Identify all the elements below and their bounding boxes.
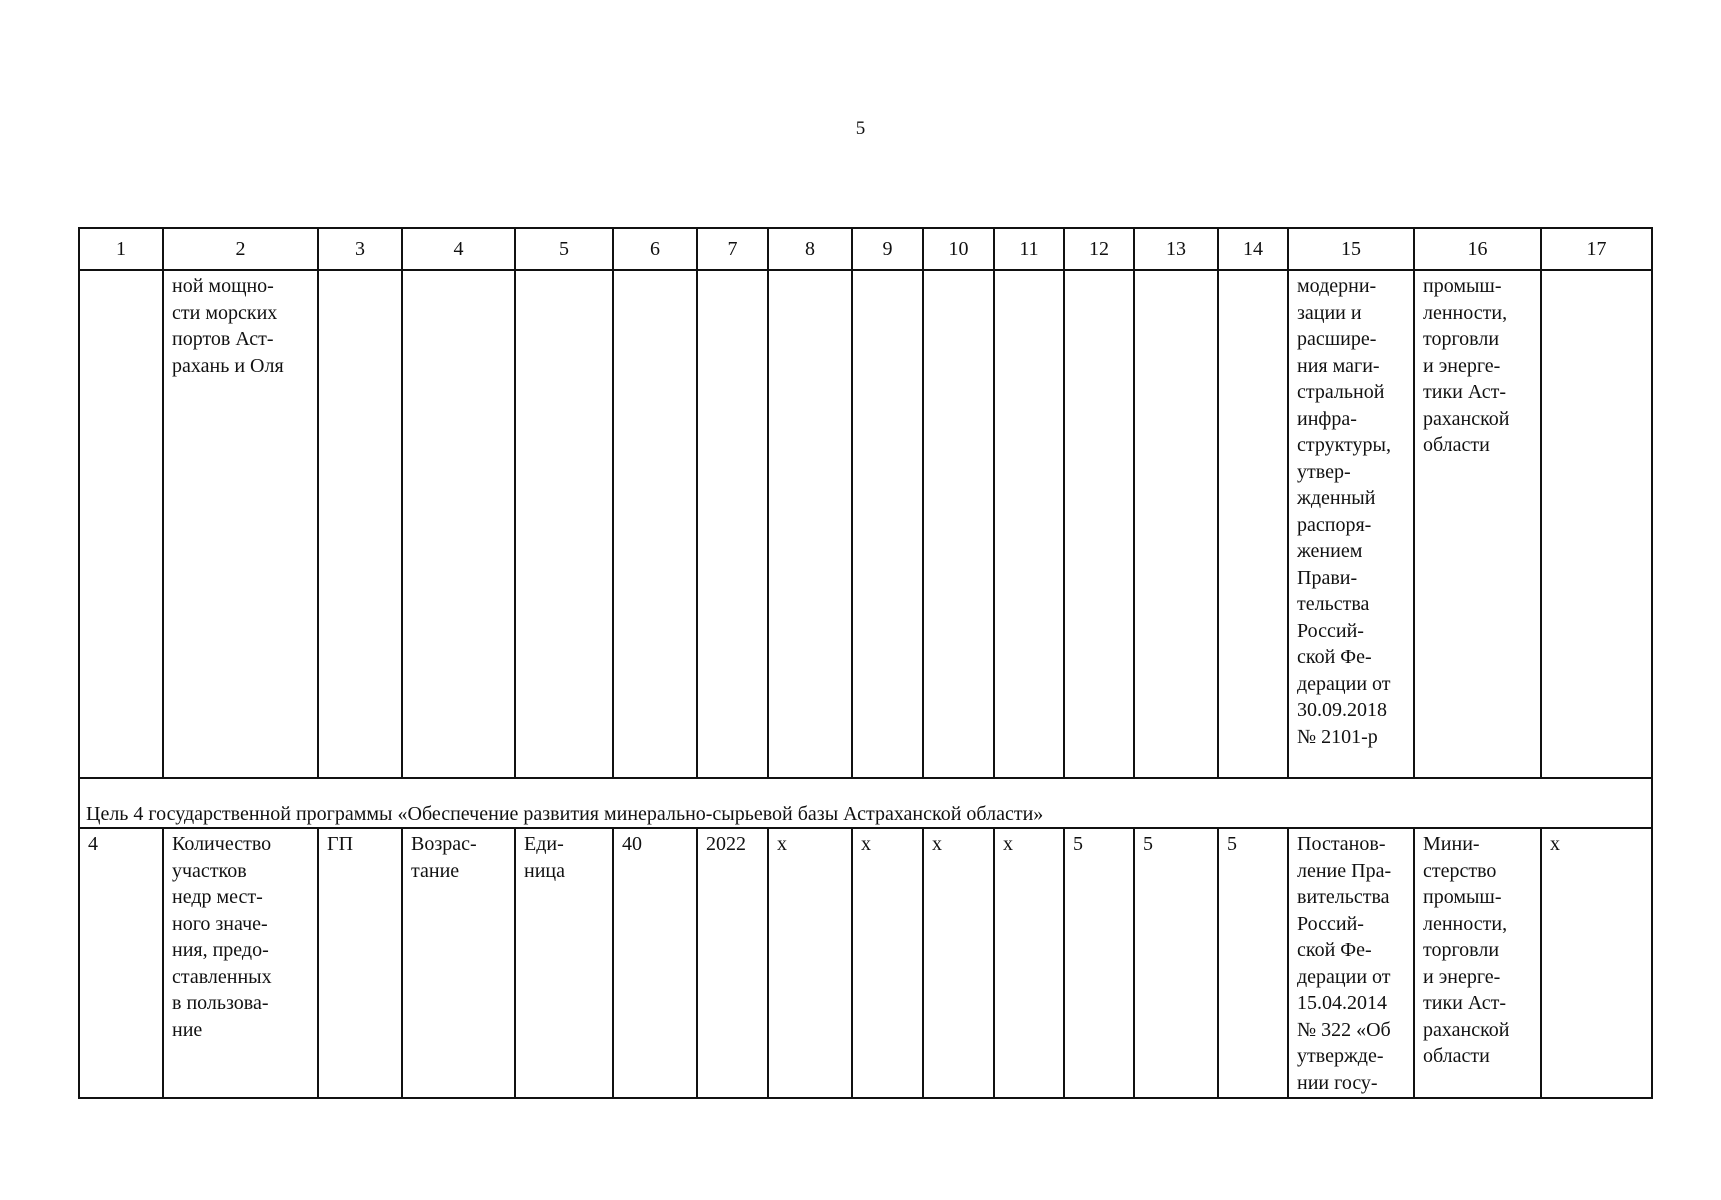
column-number: 7: [697, 228, 768, 270]
table-cell: [1064, 270, 1134, 778]
text-line: ской Фе-: [1297, 646, 1372, 668]
text-line: и энерге-: [1423, 965, 1501, 988]
indicator-unit: [515, 828, 613, 1098]
table-cell: [1541, 270, 1652, 778]
text-line: модерни-: [1297, 275, 1377, 297]
text-line: тики Аст-: [1423, 381, 1507, 403]
base-value: 40: [613, 828, 697, 1098]
text-line: области: [1423, 434, 1490, 456]
row-number: 4: [79, 828, 163, 1098]
table-cell: х: [852, 828, 923, 1098]
text-line: 30.09.2018: [1297, 699, 1387, 721]
table-cell: [613, 270, 697, 778]
text-line: инфра-: [1297, 407, 1357, 430]
text-line: ница: [524, 859, 565, 882]
page-number: 5: [855, 118, 866, 139]
text-line: тание: [411, 859, 460, 882]
text-line: ния, предо-: [172, 939, 269, 961]
text-line: жденный: [1297, 487, 1376, 509]
text-line: структуры,: [1297, 434, 1391, 456]
goal-row: [79, 778, 1652, 828]
text-line: торговли: [1423, 939, 1500, 961]
text-line: распоря-: [1297, 513, 1372, 536]
responsible-continued: [1414, 270, 1541, 778]
text-line: недр мест-: [172, 886, 263, 908]
table-cell: [1134, 270, 1218, 778]
text-line: Россий-: [1297, 912, 1364, 935]
column-number: 17: [1541, 228, 1652, 270]
table-cell: 5: [1064, 828, 1134, 1098]
text-line: раханской: [1423, 1018, 1510, 1041]
text-line: зации и: [1297, 301, 1362, 324]
document-basis-continued: [1288, 270, 1414, 778]
text-line: ного значе-: [172, 912, 268, 935]
column-number: 6: [613, 228, 697, 270]
text-line: стральной: [1297, 381, 1385, 403]
responsible-authority: [1414, 828, 1541, 1098]
text-line: утвержде-: [1297, 1045, 1384, 1067]
table-cell: х: [768, 828, 852, 1098]
table-row: [79, 828, 1652, 1098]
indicator-name-continued: [163, 270, 318, 778]
text-line: торговли: [1423, 328, 1500, 350]
column-number: 4: [402, 228, 515, 270]
text-line: раханской: [1423, 407, 1510, 430]
table-cell: [697, 270, 768, 778]
text-line: ставленных: [172, 965, 272, 988]
table-row-continued: [79, 270, 1652, 778]
text-line: Россий-: [1297, 619, 1364, 642]
text-line: Возрас-: [411, 833, 477, 855]
table-cell: х: [994, 828, 1064, 1098]
column-number: 15: [1288, 228, 1414, 270]
table-cell: [994, 270, 1064, 778]
text-line: промыш-: [1423, 886, 1502, 908]
text-line: жением: [1297, 540, 1363, 562]
text-line: 15.04.2014: [1297, 992, 1387, 1014]
column-number: 10: [923, 228, 994, 270]
table-cell: 5: [1218, 828, 1288, 1098]
text-line: № 2101-р: [1297, 725, 1378, 748]
table-cell: [768, 270, 852, 778]
table-cell: 5: [1134, 828, 1218, 1098]
column-number: 13: [1134, 228, 1218, 270]
text-line: Мини-: [1423, 833, 1480, 855]
text-line: портов Аст-: [172, 328, 274, 350]
text-line: участков: [172, 859, 247, 882]
table-cell: х: [1541, 828, 1652, 1098]
indicator-name: [163, 828, 318, 1098]
column-number: 12: [1064, 228, 1134, 270]
text-line: сти морских: [172, 301, 278, 324]
table-cell: [515, 270, 613, 778]
text-line: ной мощно-: [172, 275, 274, 297]
indicator-level: ГП: [318, 828, 402, 1098]
text-line: ленности,: [1423, 301, 1508, 324]
column-number: 11: [994, 228, 1064, 270]
table-cell: [79, 270, 163, 778]
base-year: 2022: [697, 828, 768, 1098]
text-line: № 322 «Об: [1297, 1018, 1391, 1041]
table-cell: [852, 270, 923, 778]
text-line: Постанов-: [1297, 833, 1386, 855]
text-line: рахань и Оля: [172, 354, 284, 377]
text-line: утвер-: [1297, 460, 1351, 483]
text-line: ние: [172, 1018, 203, 1041]
table-cell: [318, 270, 402, 778]
text-line: тельства: [1297, 593, 1370, 615]
text-line: расшире-: [1297, 328, 1377, 350]
goal-heading: Цель 4 государственной программы «Обеспечение развития минерально-сырьевой базы Астраханской области»: [79, 778, 1652, 828]
table-cell: [1218, 270, 1288, 778]
text-line: Еди-: [524, 833, 564, 855]
text-line: нии госу-: [1297, 1071, 1378, 1094]
text-line: вительства: [1297, 886, 1390, 908]
text-line: Количество: [172, 833, 272, 855]
document-basis: [1288, 828, 1414, 1098]
column-number: 9: [852, 228, 923, 270]
text-line: тики Аст-: [1423, 992, 1507, 1014]
column-number: 8: [768, 228, 852, 270]
text-line: стерство: [1423, 859, 1497, 882]
text-line: ление Пра-: [1297, 859, 1392, 882]
table-header-row: [79, 228, 1652, 270]
indicators-table: [78, 227, 1653, 1099]
text-line: дерации от: [1297, 965, 1391, 988]
column-number: 2: [163, 228, 318, 270]
text-line: области: [1423, 1045, 1490, 1067]
column-number: 14: [1218, 228, 1288, 270]
text-line: Прави-: [1297, 566, 1358, 589]
text-line: в пользова-: [172, 992, 269, 1014]
column-number: 3: [318, 228, 402, 270]
text-line: дерации от: [1297, 672, 1391, 695]
text-line: ния маги-: [1297, 354, 1380, 377]
text-line: промыш-: [1423, 275, 1502, 297]
text-line: ской Фе-: [1297, 939, 1372, 961]
table-cell: х: [923, 828, 994, 1098]
column-number: 5: [515, 228, 613, 270]
table-cell: [402, 270, 515, 778]
text-line: ленности,: [1423, 912, 1508, 935]
column-number: 16: [1414, 228, 1541, 270]
indicator-trend: [402, 828, 515, 1098]
column-number: 1: [79, 228, 163, 270]
text-line: и энерге-: [1423, 354, 1501, 377]
table-cell: [923, 270, 994, 778]
